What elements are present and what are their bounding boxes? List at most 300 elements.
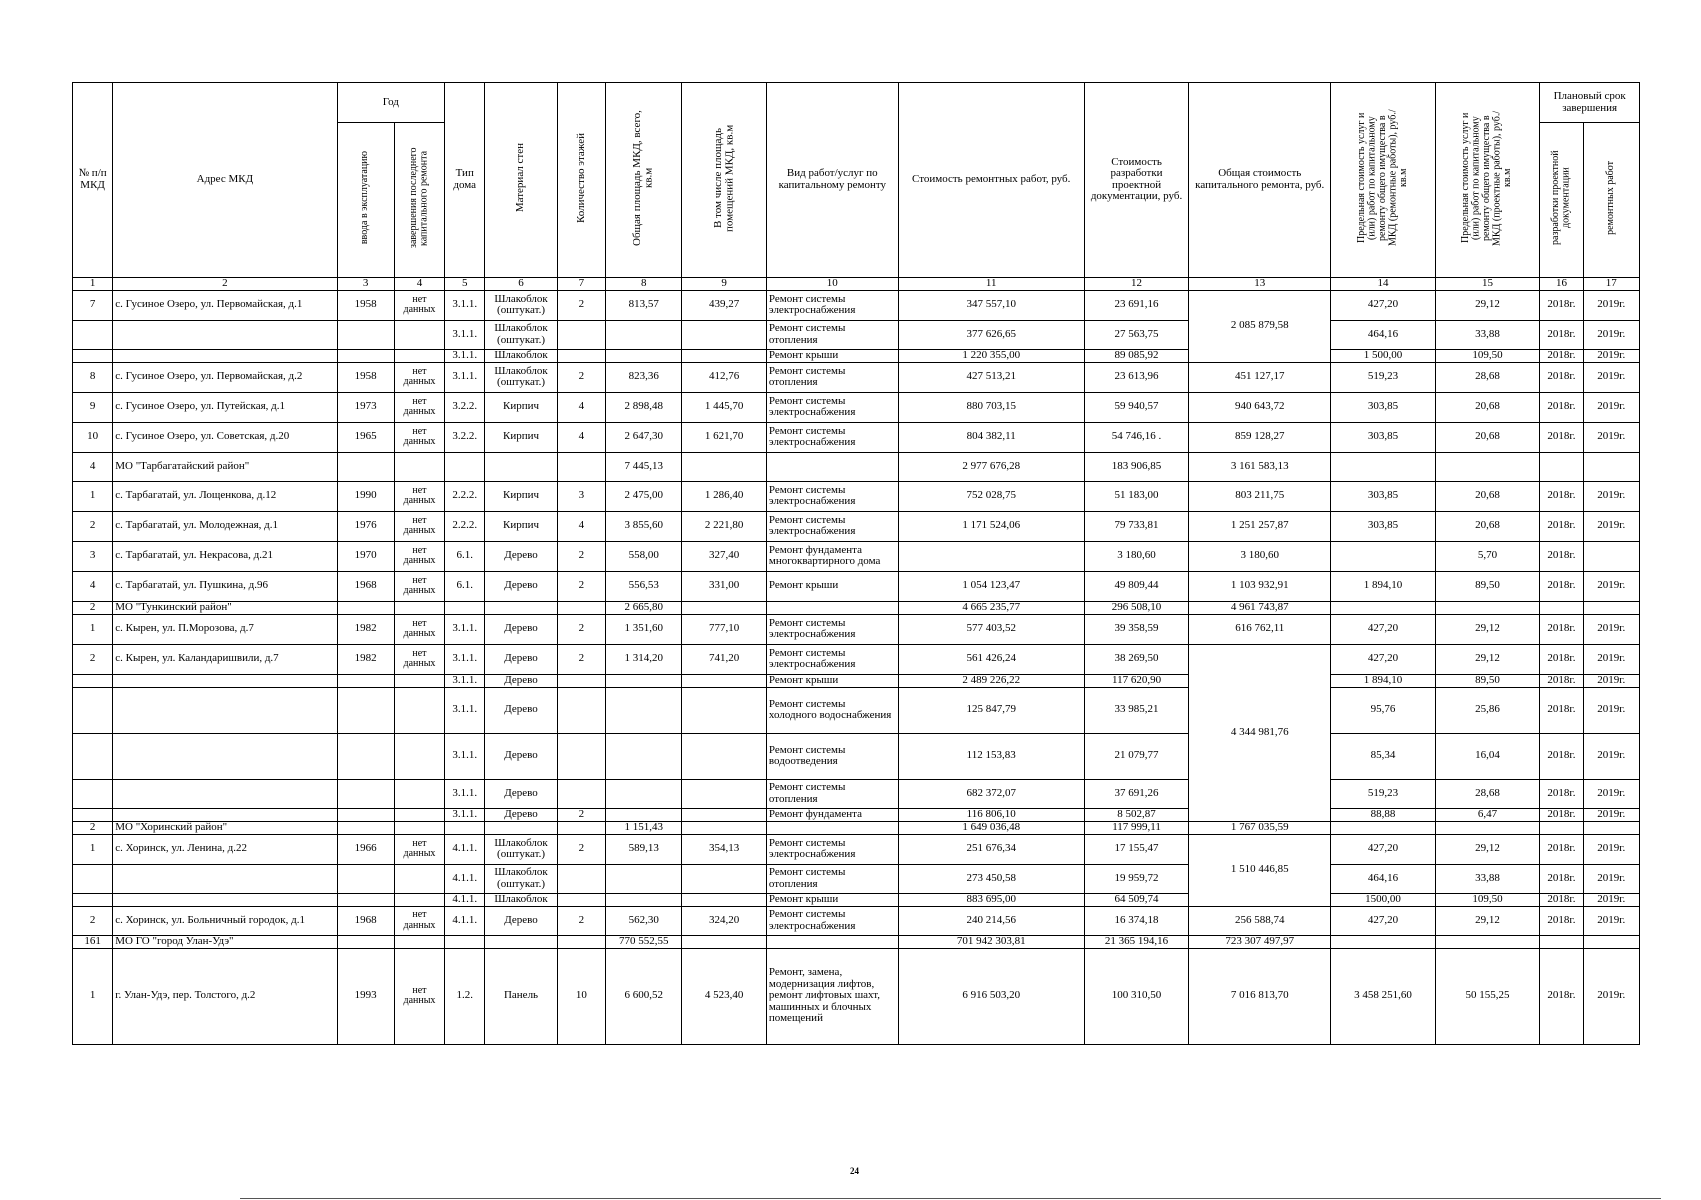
cell-year-repair: нет данных — [394, 614, 444, 644]
cell-no: 1 — [73, 481, 113, 511]
table-row-subtotal — [73, 935, 1640, 948]
cell-area — [606, 808, 682, 821]
cell-no: 2 — [73, 906, 113, 935]
cell-address: г. Улан-Удэ, пер. Толстого, д.2 — [113, 948, 337, 1044]
cell-deadline-design — [1540, 452, 1583, 481]
table-row — [73, 571, 1640, 601]
cell-material: Шлакоблок (оштукат.) — [485, 320, 557, 349]
table-row — [73, 481, 1640, 511]
cell-limit-2: 33,88 — [1435, 864, 1540, 893]
cell-year-repair: нет данных — [394, 948, 444, 1044]
cell-limit-2 — [1435, 601, 1540, 614]
cell-deadline-repair: 2019г. — [1583, 481, 1639, 511]
table-row — [73, 733, 1640, 779]
cell-work: Ремонт крыши — [766, 674, 898, 687]
cell-address: МО "Хоринский район" — [113, 821, 337, 834]
cell-deadline-design: 2018г. — [1540, 349, 1583, 362]
cell-deadline-design — [1540, 935, 1583, 948]
cell-premises-area — [682, 808, 766, 821]
cell-limit-2: 109,50 — [1435, 349, 1540, 362]
cell-year-commission: 1993 — [337, 948, 394, 1044]
cell-limit-1: 3 458 251,60 — [1331, 948, 1436, 1044]
cell-deadline-design: 2018г. — [1540, 687, 1583, 733]
cell-floors — [557, 349, 605, 362]
cell-design-cost: 21 079,77 — [1084, 733, 1189, 779]
col-no: № п/п МКД — [73, 83, 113, 278]
cell-total-cost: 3 180,60 — [1189, 541, 1331, 571]
cell-address — [113, 349, 337, 362]
col-deadline-repair — [1583, 123, 1639, 278]
col-limit-cost-1 — [1331, 83, 1436, 278]
cell-no: 1 — [73, 834, 113, 864]
cell-year-repair — [394, 864, 444, 893]
col-year-commission — [337, 123, 394, 278]
cell-type: 3.1.1. — [445, 320, 485, 349]
cell-premises-area — [682, 733, 766, 779]
table-row-subtotal — [73, 601, 1640, 614]
cell-no — [73, 349, 113, 362]
cell-premises-area: 324,20 — [682, 906, 766, 935]
cell-design-cost: 21 365 194,16 — [1084, 935, 1189, 948]
cell-area: 6 600,52 — [606, 948, 682, 1044]
cell-limit-2: 89,50 — [1435, 571, 1540, 601]
cell-year-commission: 1958 — [337, 362, 394, 392]
cell-address — [113, 864, 337, 893]
cell-address: МО "Тарбагатайский район" — [113, 452, 337, 481]
cell-year-repair — [394, 674, 444, 687]
colnum-14: 14 — [1331, 277, 1436, 290]
cell-type: 3.1.1. — [445, 614, 485, 644]
cell-material: Дерево — [485, 674, 557, 687]
col-limit-cost-1-label: Предельная стоимость услуг и (или) работ по капитальному ремонту общего имущества в МКД (ремонтные работы), руб./кв.м — [1355, 109, 1409, 247]
cell-address: с. Гусиное Озеро, ул. Советская, д.20 — [113, 422, 337, 452]
cell-type: 1.2. — [445, 948, 485, 1044]
cell-material: Дерево — [485, 906, 557, 935]
cell-repair-cost: 1 649 036,48 — [898, 821, 1084, 834]
cell-limit-2: 20,68 — [1435, 392, 1540, 422]
cell-repair-cost: 112 153,83 — [898, 733, 1084, 779]
cell-floors: 2 — [557, 906, 605, 935]
cell-deadline-repair: 2019г. — [1583, 392, 1639, 422]
cell-no: 1 — [73, 614, 113, 644]
cell-type: 6.1. — [445, 571, 485, 601]
cell-repair-cost: 4 665 235,77 — [898, 601, 1084, 614]
colnum-13: 13 — [1189, 277, 1331, 290]
colnum-4: 4 — [394, 277, 444, 290]
cell-deadline-repair: 2019г. — [1583, 733, 1639, 779]
cell-floors: 2 — [557, 541, 605, 571]
colnum-17: 17 — [1583, 277, 1639, 290]
cell-design-cost: 89 085,92 — [1084, 349, 1189, 362]
cell-floors: 2 — [557, 571, 605, 601]
cell-material: Дерево — [485, 644, 557, 674]
cell-type: 4.1.1. — [445, 906, 485, 935]
cell-limit-2: 16,04 — [1435, 733, 1540, 779]
cell-work: Ремонт системы отопления — [766, 362, 898, 392]
cell-repair-cost: 347 557,10 — [898, 290, 1084, 320]
cell-limit-2: 33,88 — [1435, 320, 1540, 349]
cell-limit-2: 29,12 — [1435, 906, 1540, 935]
cell-area: 589,13 — [606, 834, 682, 864]
cell-address: с. Тарбагатай, ул. Пушкина, д.96 — [113, 571, 337, 601]
cell-repair-cost: 427 513,21 — [898, 362, 1084, 392]
cell-area — [606, 674, 682, 687]
cell-floors: 10 — [557, 948, 605, 1044]
cell-deadline-design: 2018г. — [1540, 733, 1583, 779]
cell-no — [73, 687, 113, 733]
cell-premises-area: 327,40 — [682, 541, 766, 571]
colnum-12: 12 — [1084, 277, 1189, 290]
cell-limit-1: 427,20 — [1331, 906, 1436, 935]
table-row — [73, 349, 1640, 362]
cell-repair-cost: 1 171 524,06 — [898, 511, 1084, 541]
cell-deadline-design: 2018г. — [1540, 808, 1583, 821]
cell-limit-2: 6,47 — [1435, 808, 1540, 821]
cell-no: 4 — [73, 452, 113, 481]
colnum-1: 1 — [73, 277, 113, 290]
table-row — [73, 541, 1640, 571]
cell-repair-cost: 1 054 123,47 — [898, 571, 1084, 601]
cell-floors: 2 — [557, 290, 605, 320]
cell-type: 4.1.1. — [445, 864, 485, 893]
cell-type — [445, 601, 485, 614]
cell-year-repair — [394, 893, 444, 906]
table-row — [73, 290, 1640, 320]
cell-work: Ремонт системы электроснабжения — [766, 290, 898, 320]
cell-total-cost: 451 127,17 — [1189, 362, 1331, 392]
cell-year-commission — [337, 320, 394, 349]
bottom-rule — [240, 1198, 1661, 1199]
cell-type — [445, 452, 485, 481]
cell-repair-cost: 804 382,11 — [898, 422, 1084, 452]
cell-work: Ремонт системы электроснабжения — [766, 906, 898, 935]
cell-total-cost: 616 762,11 — [1189, 614, 1331, 644]
cell-year-commission — [337, 779, 394, 808]
cell-address — [113, 674, 337, 687]
cell-deadline-repair: 2019г. — [1583, 320, 1639, 349]
cell-design-cost: 33 985,21 — [1084, 687, 1189, 733]
cell-floors: 3 — [557, 481, 605, 511]
cell-repair-cost: 273 450,58 — [898, 864, 1084, 893]
cell-work: Ремонт крыши — [766, 349, 898, 362]
cell-design-cost: 117 620,90 — [1084, 674, 1189, 687]
cell-area: 1 151,43 — [606, 821, 682, 834]
cell-deadline-repair: 2019г. — [1583, 808, 1639, 821]
cell-year-repair — [394, 821, 444, 834]
cell-deadline-design — [1540, 601, 1583, 614]
cell-deadline-design: 2018г. — [1540, 779, 1583, 808]
cell-repair-cost: 561 426,24 — [898, 644, 1084, 674]
cell-year-commission — [337, 687, 394, 733]
cell-no: 4 — [73, 571, 113, 601]
cell-deadline-design: 2018г. — [1540, 571, 1583, 601]
cell-design-cost: 51 183,00 — [1084, 481, 1189, 511]
cell-area — [606, 687, 682, 733]
cell-area — [606, 733, 682, 779]
cell-material — [485, 452, 557, 481]
cell-design-cost: 117 999,11 — [1084, 821, 1189, 834]
cell-work: Ремонт системы водоотведения — [766, 733, 898, 779]
cell-floors — [557, 452, 605, 481]
table-row-subtotal — [73, 452, 1640, 481]
cell-limit-1: 303,85 — [1331, 422, 1436, 452]
cell-type: 3.1.1. — [445, 808, 485, 821]
cell-total-cost: 7 016 813,70 — [1189, 948, 1331, 1044]
col-work-type: Вид работ/услуг по капитальному ремонту — [766, 83, 898, 278]
cell-floors — [557, 821, 605, 834]
cell-deadline-repair — [1583, 541, 1639, 571]
cell-repair-cost: 377 626,65 — [898, 320, 1084, 349]
cell-limit-1: 519,23 — [1331, 779, 1436, 808]
capital-repair-table — [72, 82, 1640, 1045]
cell-no: 10 — [73, 422, 113, 452]
cell-area: 2 665,80 — [606, 601, 682, 614]
cell-deadline-design: 2018г. — [1540, 392, 1583, 422]
cell-year-repair: нет данных — [394, 906, 444, 935]
cell-deadline-repair: 2019г. — [1583, 362, 1639, 392]
cell-deadline-repair — [1583, 821, 1639, 834]
cell-no: 3 — [73, 541, 113, 571]
cell-limit-1: 427,20 — [1331, 290, 1436, 320]
col-deadline: Плановый срок завершения — [1540, 83, 1640, 123]
cell-repair-cost: 883 695,00 — [898, 893, 1084, 906]
cell-floors — [557, 601, 605, 614]
cell-deadline-design: 2018г. — [1540, 864, 1583, 893]
cell-limit-1: 427,20 — [1331, 614, 1436, 644]
cell-premises-area: 741,20 — [682, 644, 766, 674]
col-year-last-repair-label: завершения последнего капитального ремонта — [407, 147, 430, 249]
table-row — [73, 320, 1640, 349]
cell-area: 813,57 — [606, 290, 682, 320]
cell-area: 1 351,60 — [606, 614, 682, 644]
cell-address: с. Гусиное Озеро, ул. Первомайская, д.2 — [113, 362, 337, 392]
cell-material: Дерево — [485, 687, 557, 733]
cell-year-commission: 1990 — [337, 481, 394, 511]
cell-year-repair: нет данных — [394, 644, 444, 674]
cell-design-cost: 27 563,75 — [1084, 320, 1189, 349]
table-row — [73, 834, 1640, 864]
cell-limit-2 — [1435, 821, 1540, 834]
col-wall-material-label: Материал стен — [514, 143, 527, 213]
cell-year-commission: 1970 — [337, 541, 394, 571]
cell-material: Дерево — [485, 541, 557, 571]
cell-design-cost: 38 269,50 — [1084, 644, 1189, 674]
cell-work: Ремонт системы электроснабжения — [766, 481, 898, 511]
table-body — [73, 290, 1640, 1044]
cell-limit-2: 29,12 — [1435, 614, 1540, 644]
cell-premises-area: 2 221,80 — [682, 511, 766, 541]
cell-deadline-repair: 2019г. — [1583, 511, 1639, 541]
cell-limit-1: 519,23 — [1331, 362, 1436, 392]
cell-deadline-repair — [1583, 935, 1639, 948]
cell-repair-cost: 880 703,15 — [898, 392, 1084, 422]
cell-year-repair — [394, 452, 444, 481]
cell-year-commission — [337, 452, 394, 481]
cell-year-repair: нет данных — [394, 422, 444, 452]
col-design-cost: Стоимость разработки проектной документации, руб. — [1084, 83, 1189, 278]
cell-deadline-design: 2018г. — [1540, 481, 1583, 511]
cell-type: 3.2.2. — [445, 392, 485, 422]
cell-deadline-design: 2018г. — [1540, 893, 1583, 906]
cell-work — [766, 821, 898, 834]
cell-repair-cost: 125 847,79 — [898, 687, 1084, 733]
cell-design-cost: 296 508,10 — [1084, 601, 1189, 614]
cell-repair-cost: 752 028,75 — [898, 481, 1084, 511]
cell-material: Дерево — [485, 614, 557, 644]
cell-total-cost: 2 085 879,58 — [1189, 290, 1331, 362]
cell-work: Ремонт системы отопления — [766, 779, 898, 808]
cell-address: МО "Тункинский район" — [113, 601, 337, 614]
cell-limit-2: 20,68 — [1435, 481, 1540, 511]
cell-area: 3 855,60 — [606, 511, 682, 541]
col-total-area — [606, 83, 682, 278]
cell-area: 770 552,55 — [606, 935, 682, 948]
cell-work — [766, 935, 898, 948]
table-header — [73, 83, 1640, 291]
cell-total-cost: 1 251 257,87 — [1189, 511, 1331, 541]
cell-no: 2 — [73, 644, 113, 674]
colnum-16: 16 — [1540, 277, 1583, 290]
cell-year-repair: нет данных — [394, 511, 444, 541]
cell-total-cost: 3 161 583,13 — [1189, 452, 1331, 481]
cell-floors — [557, 935, 605, 948]
cell-year-repair: нет данных — [394, 290, 444, 320]
cell-premises-area — [682, 601, 766, 614]
cell-limit-1 — [1331, 821, 1436, 834]
col-year-last-repair — [394, 123, 444, 278]
cell-deadline-design: 2018г. — [1540, 320, 1583, 349]
cell-design-cost: 39 358,59 — [1084, 614, 1189, 644]
cell-deadline-repair: 2019г. — [1583, 687, 1639, 733]
cell-material: Кирпич — [485, 392, 557, 422]
cell-limit-2: 109,50 — [1435, 893, 1540, 906]
cell-premises-area — [682, 821, 766, 834]
cell-work: Ремонт системы электроснабжения — [766, 834, 898, 864]
cell-year-repair — [394, 320, 444, 349]
cell-year-repair — [394, 687, 444, 733]
cell-premises-area: 412,76 — [682, 362, 766, 392]
cell-repair-cost: 577 403,52 — [898, 614, 1084, 644]
cell-year-commission — [337, 733, 394, 779]
cell-year-commission: 1982 — [337, 614, 394, 644]
cell-work: Ремонт системы холодного водоснабжения — [766, 687, 898, 733]
cell-area — [606, 349, 682, 362]
cell-address: с. Хоринск, ул. Больничный городок, д.1 — [113, 906, 337, 935]
colnum-9: 9 — [682, 277, 766, 290]
cell-work: Ремонт системы электроснабжения — [766, 392, 898, 422]
cell-total-cost: 256 588,74 — [1189, 906, 1331, 935]
colnum-2: 2 — [113, 277, 337, 290]
cell-floors: 2 — [557, 614, 605, 644]
table-row — [73, 906, 1640, 935]
cell-premises-area: 439,27 — [682, 290, 766, 320]
cell-year-repair: нет данных — [394, 481, 444, 511]
cell-limit-1: 427,20 — [1331, 644, 1436, 674]
cell-deadline-repair: 2019г. — [1583, 644, 1639, 674]
cell-address: с. Кырен, ул. П.Морозова, д.7 — [113, 614, 337, 644]
cell-design-cost: 3 180,60 — [1084, 541, 1189, 571]
cell-address: с. Тарбагатай, ул. Лощенкова, д.12 — [113, 481, 337, 511]
cell-limit-1 — [1331, 452, 1436, 481]
cell-no — [73, 808, 113, 821]
cell-area: 2 475,00 — [606, 481, 682, 511]
cell-limit-1: 1 894,10 — [1331, 674, 1436, 687]
cell-premises-area: 1 621,70 — [682, 422, 766, 452]
cell-limit-1: 1500,00 — [1331, 893, 1436, 906]
cell-repair-cost: 240 214,56 — [898, 906, 1084, 935]
cell-limit-1: 303,85 — [1331, 511, 1436, 541]
cell-deadline-design: 2018г. — [1540, 644, 1583, 674]
col-premises-area — [682, 83, 766, 278]
cell-address — [113, 893, 337, 906]
cell-design-cost: 79 733,81 — [1084, 511, 1189, 541]
cell-deadline-design: 2018г. — [1540, 906, 1583, 935]
cell-premises-area — [682, 893, 766, 906]
cell-year-commission: 1965 — [337, 422, 394, 452]
cell-year-commission — [337, 349, 394, 362]
cell-work: Ремонт системы электроснабжения — [766, 422, 898, 452]
cell-year-repair: нет данных — [394, 392, 444, 422]
cell-total-cost: 1 510 446,85 — [1189, 834, 1331, 906]
cell-design-cost: 16 374,18 — [1084, 906, 1189, 935]
cell-area: 2 898,48 — [606, 392, 682, 422]
cell-deadline-design: 2018г. — [1540, 290, 1583, 320]
cell-area: 556,53 — [606, 571, 682, 601]
column-number-row — [73, 277, 1640, 290]
colnum-11: 11 — [898, 277, 1084, 290]
cell-no — [73, 893, 113, 906]
cell-area — [606, 320, 682, 349]
cell-work: Ремонт системы отопления — [766, 864, 898, 893]
cell-material: Шлакоблок (оштукат.) — [485, 290, 557, 320]
col-floors-label: Количество этажей — [574, 132, 587, 224]
cell-limit-1: 464,16 — [1331, 864, 1436, 893]
col-total-area-label: Общая площадь МКД, всего, кв.м — [631, 110, 655, 246]
cell-material — [485, 935, 557, 948]
cell-year-commission: 1958 — [337, 290, 394, 320]
colnum-5: 5 — [445, 277, 485, 290]
cell-type — [445, 935, 485, 948]
cell-limit-2: 29,12 — [1435, 834, 1540, 864]
table-row — [73, 511, 1640, 541]
colnum-6: 6 — [485, 277, 557, 290]
cell-no — [73, 674, 113, 687]
cell-material: Дерево — [485, 779, 557, 808]
cell-year-commission — [337, 893, 394, 906]
cell-material: Дерево — [485, 571, 557, 601]
cell-material — [485, 821, 557, 834]
cell-floors — [557, 893, 605, 906]
cell-limit-1: 464,16 — [1331, 320, 1436, 349]
cell-limit-2: 29,12 — [1435, 290, 1540, 320]
cell-year-repair: нет данных — [394, 541, 444, 571]
cell-limit-2: 28,68 — [1435, 779, 1540, 808]
cell-floors: 4 — [557, 392, 605, 422]
cell-type: 3.1.1. — [445, 644, 485, 674]
cell-floors — [557, 733, 605, 779]
cell-limit-2: 28,68 — [1435, 362, 1540, 392]
cell-work — [766, 452, 898, 481]
cell-limit-2: 20,68 — [1435, 422, 1540, 452]
cell-type: 3.1.1. — [445, 674, 485, 687]
table-row — [73, 362, 1640, 392]
table-row — [73, 674, 1640, 687]
cell-limit-2: 25,86 — [1435, 687, 1540, 733]
cell-material: Кирпич — [485, 511, 557, 541]
table-row — [73, 614, 1640, 644]
table-row — [73, 864, 1640, 893]
cell-material: Кирпич — [485, 481, 557, 511]
